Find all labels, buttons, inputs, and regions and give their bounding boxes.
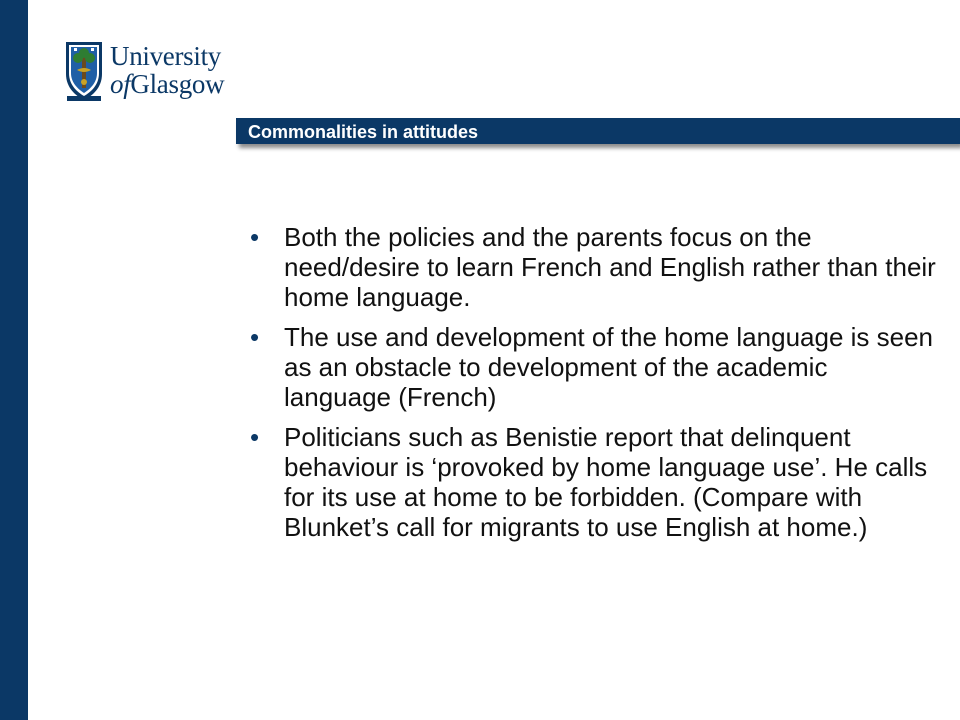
- university-wordmark: [110, 42, 224, 98]
- wordmark-line1: University: [110, 41, 221, 71]
- bullet-icon: •: [250, 422, 260, 452]
- left-brand-band: [0, 0, 28, 720]
- bullet-text: Politicians such as Benistie report that delinquent behaviour is ‘provoked by home language use’. He calls for its use at home to be forbidden. (Compare with Blunket’s call for migrants to use English at home.): [284, 422, 928, 542]
- slide-title: Commonalities in attitudes: [248, 122, 479, 142]
- bullet-item: [250, 422, 940, 542]
- bullet-icon: •: [250, 322, 260, 352]
- bullet-text: The use and development of the home language is seen as an obstacle to development of the academic language (French): [284, 322, 934, 412]
- bullet-icon: •: [250, 222, 260, 252]
- bullet-item: [250, 322, 940, 412]
- bullet-list: [250, 222, 940, 552]
- bullet-item: [250, 222, 940, 312]
- slide-title-bar: [236, 118, 960, 144]
- bullet-text: Both the policies and the parents focus on the need/desire to learn French and English rather than their home language.: [284, 222, 936, 312]
- crest-icon: [64, 40, 104, 102]
- wordmark-line2: ofGlasgow: [110, 69, 225, 99]
- university-logo: [64, 40, 244, 104]
